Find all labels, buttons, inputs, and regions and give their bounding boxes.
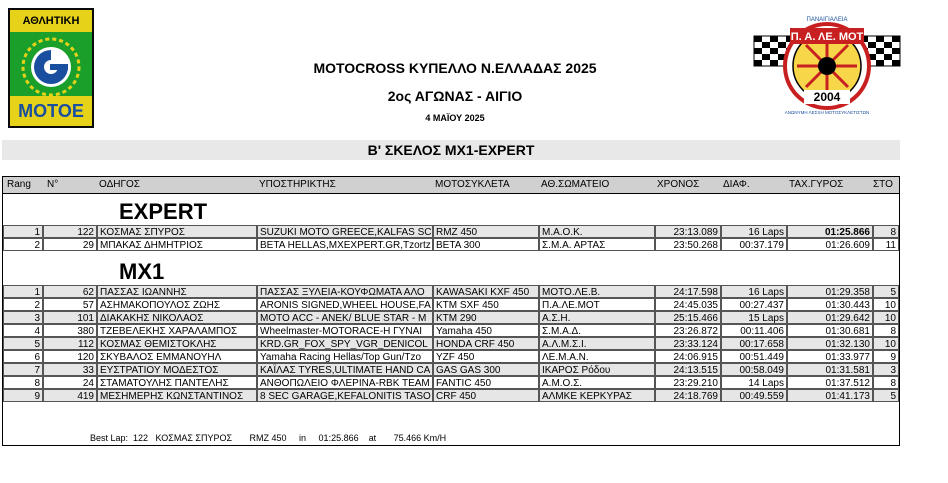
group-label: EXPERT [119,199,208,224]
cell-bike: KTM 290 [433,311,539,324]
cell-num: 29 [43,238,97,251]
cell-diff: 14 Laps [721,376,787,389]
results-table [2,176,900,446]
cell-fastlap: 01:37.512 [787,376,873,389]
cell-time: 24:06.915 [655,350,721,363]
logo-bottom-text: ΜΟΤΟΕ [10,96,92,126]
cell-num: 101 [43,311,97,324]
cell-fastlap: 01:25.866 [787,225,873,238]
cell-club: Σ.Μ.Α. ΑΡΤΑΣ [539,238,655,251]
cell-club: Σ.Μ.Α.Δ. [539,324,655,337]
cell-bike: BETA 300 [433,238,539,251]
paalemot-club-logo [752,6,902,132]
cell-bike: RMZ 450 [433,225,539,238]
table-row [3,285,899,298]
cell-club: ΙΚΑΡΟΣ Ρόδου [539,363,655,376]
cell-club: ΑΛΜΚΕ ΚΕΡΚΥΡΑΣ [539,389,655,402]
cell-fastlap: 01:30.681 [787,324,873,337]
cell-sponsor: KRD.GR_FOX_SPY_VGR_DENICOL [257,337,433,350]
cell-sponsor: ΑΝΘΟΠΩΛΕΙΟ ΦΛΕΡΙΝΑ-RBK TEAM [257,376,433,389]
championship-title: MOTOCROSS ΚΥΠΕΛΛΟ Ν.ΕΛΛΑΔΑΣ 2025 [313,60,597,76]
club-bottom-text: ΑΝΩΝΥΜΗ ΛΕΣΧΗ ΜΟΤΟΣΥΚΛΕΤΙΣΤΩΝ [784,110,870,115]
cell-time: 23:26.872 [655,324,721,337]
cell-num: 62 [43,285,97,298]
cell-sponsor: 8 SEC GARAGE,KEFALONITIS TASO [257,389,433,402]
cell-club: Α.Σ.Η. [539,311,655,324]
cell-rang: 1 [3,225,43,238]
wreath-emblem-icon [20,36,82,98]
col-fastlap: ΤΑΧ.ΓΥΡΟΣ [789,179,844,190]
cell-driver: ΚΟΣΜΑΣ ΘΕΜΙΣΤΟΚΛΗΣ [97,337,257,350]
cell-club: ΜΟΤΟ.ΛΕ.Β. [539,285,655,298]
cell-sponsor: SUZUKI MOTO GREECE,KALFAS SC [257,225,433,238]
cell-sponsor: ΠΑΣΣΑΣ ΞΥΛΕΙΑ-ΚΟΥΦΩΜΑΤΑ ΑΛΟ [257,285,433,298]
col-club: ΑΘ.ΣΩΜΑΤΕΙΟ [541,179,610,190]
cell-diff: 16 Laps [721,285,787,298]
cell-fastlap: 01:41.173 [787,389,873,402]
cell-club: Μ.Α.Ο.Κ. [539,225,655,238]
cell-club: Π.Α.ΛΕ.ΜΟΤ [539,298,655,311]
cell-rang: 7 [3,363,43,376]
cell-time: 24:17.598 [655,285,721,298]
cell-time: 24:13.515 [655,363,721,376]
cell-num: 380 [43,324,97,337]
cell-rang: 9 [3,389,43,402]
table-row [3,376,899,389]
cell-num: 24 [43,376,97,389]
cell-sto: 10 [873,337,899,350]
cell-time: 23:33.124 [655,337,721,350]
cell-bike: CRF 450 [433,389,539,402]
cell-bike: HONDA CRF 450 [433,337,539,350]
cell-driver: ΣΚΥΒΑΛΟΣ ΕΜΜΑΝΟΥΗΛ [97,350,257,363]
table-row [3,350,899,363]
cell-diff: 00:51.449 [721,350,787,363]
table-row [3,389,899,402]
cell-sto: 10 [873,311,899,324]
col-rang: Rang [7,179,31,190]
cell-sponsor: ARONIS SIGNED,WHEEL HOUSE,FA [257,298,433,311]
cell-num: 57 [43,298,97,311]
cell-driver: ΜΕΣΗΜΕΡΗΣ ΚΩΝΣΤΑΝΤΙΝΟΣ [97,389,257,402]
cell-time: 23:50.268 [655,238,721,251]
cell-sponsor: Yamaha Racing Hellas/Top Gun/Tzo [257,350,433,363]
club-year-text: 2004 [813,90,841,104]
col-sto: ΣΤΟ [873,179,893,190]
cell-fastlap: 01:33.977 [787,350,873,363]
col-diff: ΔΙΑΦ. [723,179,750,190]
cell-sto: 3 [873,363,899,376]
cell-fastlap: 01:29.642 [787,311,873,324]
cell-sponsor: MOTO ACC - ANEK/ BLUE STAR - M [257,311,433,324]
col-bike: ΜΟΤΟΣΥΚΛΕΤΑ [435,179,510,190]
table-row [3,225,899,238]
cell-diff: 15 Laps [721,311,787,324]
cell-driver: ΠΑΣΣΑΣ ΙΩΑΝΝΗΣ [97,285,257,298]
cell-rang: 2 [3,298,43,311]
cell-sto: 10 [873,298,899,311]
col-driver: ΟΔΗΓΟΣ [99,179,140,190]
col-sponsor: ΥΠΟΣΤΗΡΙΚΤΗΣ [259,179,336,190]
cell-diff: 00:11.406 [721,324,787,337]
cell-fastlap: 01:32.130 [787,337,873,350]
table-header [3,177,899,194]
cell-num: 120 [43,350,97,363]
race-date: 4 ΜΑΪΟΥ 2025 [425,113,485,123]
cell-sto: 8 [873,376,899,389]
cell-sto: 8 [873,225,899,238]
cell-rang: 1 [3,285,43,298]
cell-time: 24:18.769 [655,389,721,402]
cell-rang: 6 [3,350,43,363]
cell-sto: 5 [873,285,899,298]
cell-driver: ΔΙΑΚΑΚΗΣ ΝΙΚΟΛΑΟΣ [97,311,257,324]
table-row [3,324,899,337]
cell-bike: FANTIC 450 [433,376,539,389]
cell-rang: 5 [3,337,43,350]
table-row [3,311,899,324]
cell-sponsor: BETA HELLAS,MXEXPERT.GR,Tzortz [257,238,433,251]
table-row [3,337,899,350]
cell-club: ΛΕ.Μ.Α.Ν. [539,350,655,363]
group-label: MX1 [119,259,165,284]
race-title: 2ος ΑΓΩΝΑΣ - ΑΙΓΙΟ [387,88,523,104]
table-row [3,363,899,376]
cell-num: 122 [43,225,97,238]
cell-diff: 00:27.437 [721,298,787,311]
cell-driver: ΕΥΣΤΡΑΤΙΟΥ ΜΟΔΕΣΤΟΣ [97,363,257,376]
col-num: N° [47,179,59,190]
cell-sto: 5 [873,389,899,402]
cell-rang: 4 [3,324,43,337]
col-time: ΧΡΟΝΟΣ [657,179,700,190]
cell-club: Α.Λ.Μ.Σ.Ι. [539,337,655,350]
cell-time: 24:45.035 [655,298,721,311]
cell-diff: 00:37.179 [721,238,787,251]
cell-sto: 9 [873,350,899,363]
club-top-text: ΠΑΝΑΙΓΙΑΛΕΙΑ [806,17,848,23]
logo-top-text: ΑΘΛΗΤΙΚΗ [10,10,92,32]
cell-bike: KAWASAKI KXF 450 [433,285,539,298]
cell-sponsor: Wheelmaster-MOTORACE-H ΓΥΝΑΙ [257,324,433,337]
best-lap-summary: Best Lap: 122 ΚΟΣΜΑΣ ΣΠΥΡΟΣ RMZ 450 in 01:25.866 at 75.466 Km/H [90,433,447,443]
cell-driver: ΣΤΑΜΑΤΟΥΛΗΣ ΠΑΝΤΕΛΗΣ [97,376,257,389]
cell-rang: 3 [3,311,43,324]
cell-rang: 8 [3,376,43,389]
cell-diff: 00:58.049 [721,363,787,376]
cell-num: 112 [43,337,97,350]
cell-num: 33 [43,363,97,376]
cell-sto: 11 [873,238,899,251]
cell-driver: ΑΣΗΜΑΚΟΠΟΥΛΟΣ ΖΩΗΣ [97,298,257,311]
cell-time: 25:15.466 [655,311,721,324]
cell-fastlap: 01:29.358 [787,285,873,298]
cell-time: 23:13.089 [655,225,721,238]
cell-rang: 2 [3,238,43,251]
athletiki-motoe-logo [8,8,94,128]
cell-num: 419 [43,389,97,402]
cell-driver: ΜΠΑΚΑΣ ΔΗΜΗΤΡΙΟΣ [97,238,257,251]
cell-driver: ΚΟΣΜΑΣ ΣΠΥΡΟΣ [97,225,257,238]
cell-diff: 16 Laps [721,225,787,238]
cell-diff: 00:49.559 [721,389,787,402]
club-name-text: Π. Α. ΛΕ. ΜΟΤ [790,31,864,43]
cell-bike: YZF 450 [433,350,539,363]
cell-time: 23:29.210 [655,376,721,389]
cell-sto: 8 [873,324,899,337]
cell-diff: 00:17.658 [721,337,787,350]
table-row [3,298,899,311]
cell-bike: KTM SXF 450 [433,298,539,311]
cell-fastlap: 01:30.443 [787,298,873,311]
cell-fastlap: 01:26.609 [787,238,873,251]
cell-sponsor: ΚΑΪΛΑΣ TYRES,ULTIMATE HAND CA [257,363,433,376]
cell-club: Α.Μ.Ο.Σ. [539,376,655,389]
cell-fastlap: 01:31.581 [787,363,873,376]
table-row [3,238,899,251]
cell-bike: GAS GAS 300 [433,363,539,376]
section-title: Β' ΣΚΕΛΟΣ MX1-EXPERT [2,140,900,160]
cell-bike: Yamaha 450 [433,324,539,337]
cell-driver: ΤΖΕΒΕΛΕΚΗΣ ΧΑΡΑΛΑΜΠΟΣ [97,324,257,337]
